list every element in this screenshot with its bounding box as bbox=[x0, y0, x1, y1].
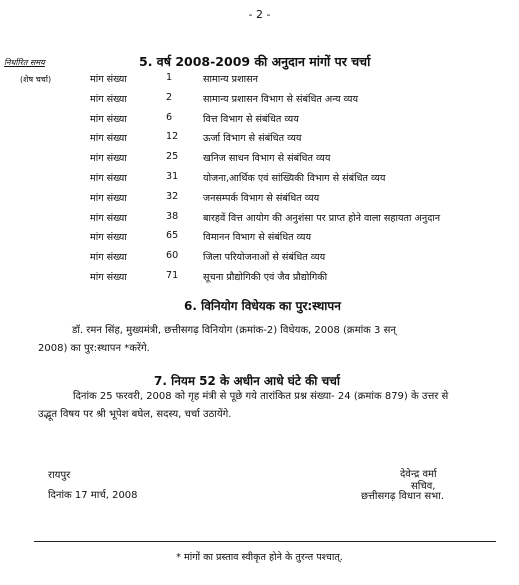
side-note-remaining: (शेष चर्चा) bbox=[20, 75, 52, 84]
section-7-text-line2: उद्भूत विषय पर श्री भूपेश बघेल, सदस्य, चर्चा उठायेंगे. bbox=[38, 409, 232, 420]
section-6-text-line1: डॉ. रमन सिंह, मुख्यमंत्री, छत्तीसगढ़ विनियोग (क्रमांक-2) विधेयक, 2008 (क्रमांक 3 सन् bbox=[72, 325, 396, 336]
demand-description: सामान्य प्रशासन विभाग से संबंधित अन्य व्यय bbox=[203, 93, 359, 105]
demand-label: मांग संख्या bbox=[90, 133, 127, 145]
demand-number: 38 bbox=[166, 210, 179, 222]
section-7-heading: 7. नियम 52 के अधीन आधे घंटे की चर्चा bbox=[154, 374, 340, 388]
demand-number: 12 bbox=[166, 131, 179, 143]
section-7-text-line1: दिनांक 25 फरवरी, 2008 को गृह मंत्री से पूछे गये तारांकित प्रश्न संख्या- 24 (क्रमांक 879) के उत्तर से bbox=[73, 391, 449, 402]
demand-number: 2 bbox=[166, 91, 173, 103]
demand-number: 31 bbox=[166, 170, 179, 182]
signatory-name: देवेन्द्र वर्मा bbox=[400, 469, 437, 480]
demand-label: मांग संख्या bbox=[90, 252, 127, 264]
demand-label: मांग संख्या bbox=[90, 212, 127, 224]
footnote: * मांगों का प्रस्ताव स्वीकृत होने के तुरन्त पश्चात्. bbox=[176, 552, 343, 563]
demand-number: 25 bbox=[166, 151, 179, 163]
demand-label: मांग संख्या bbox=[90, 192, 127, 204]
demand-label: मांग संख्या bbox=[90, 93, 127, 105]
demand-number: 1 bbox=[166, 72, 173, 83]
demand-description: योजना,आर्थिक एवं सांख्यिकी विभाग से संबंधित व्यय bbox=[203, 172, 386, 184]
demand-description: विमानन विभाग से संबंधित व्यय bbox=[203, 232, 312, 244]
demand-label: मांग संख्या bbox=[90, 232, 127, 244]
demand-label: मांग संख्या bbox=[90, 113, 127, 125]
demand-label: मांग संख्या bbox=[90, 172, 127, 184]
signatory-title: सचिव, bbox=[411, 481, 436, 492]
demand-label: मांग संख्या bbox=[90, 74, 127, 85]
demand-description: सूचना प्रौद्योगिकी एवं जैव प्रौद्योगिकी bbox=[203, 271, 328, 283]
demand-description: जिला परियोजनाओं से संबंधित व्यय bbox=[203, 252, 326, 264]
demand-number: 32 bbox=[166, 190, 179, 202]
demand-description: बारहवें वित्त आयोग की अनुशंसा पर प्राप्त होने वाला सहायता अनुदान bbox=[203, 212, 441, 224]
demand-description: ऊर्जा विभाग से संबंधित व्यय bbox=[203, 133, 302, 145]
demand-number: 71 bbox=[166, 269, 179, 281]
demand-description: वित्त विभाग से संबंधित व्यय bbox=[203, 113, 299, 125]
demand-label: मांग संख्या bbox=[90, 153, 127, 165]
demand-description: जनसम्पर्क विभाग से संबंधित व्यय bbox=[203, 192, 320, 204]
place: रायपुर bbox=[48, 470, 71, 481]
demand-description: सामान्य प्रशासन bbox=[203, 74, 258, 85]
section-5-heading: 5. वर्ष 2008-2009 की अनुदान मांगों पर चर्चा bbox=[139, 54, 371, 69]
page-number: - 2 - bbox=[248, 8, 271, 21]
demand-label: मांग संख्या bbox=[90, 271, 127, 283]
demand-number: 65 bbox=[166, 230, 179, 242]
footer-divider bbox=[34, 541, 496, 542]
signatory-organization: छत्तीसगढ़ विधान सभा. bbox=[361, 491, 444, 502]
demand-number: 6 bbox=[166, 111, 173, 123]
side-note-time: निर्धारित समय bbox=[4, 58, 45, 67]
demand-description: खनिज साधन विभाग से संबंधित व्यय bbox=[203, 153, 331, 165]
section-6-text-line2: 2008) का पुर:स्थापन *करेंगे. bbox=[38, 343, 150, 354]
issue-date: दिनांक 17 मार्च, 2008 bbox=[48, 490, 138, 501]
section-6-heading: 6. विनियोग विधेयक का पुर:स्थापन bbox=[184, 299, 341, 313]
demand-number: 60 bbox=[166, 250, 179, 262]
